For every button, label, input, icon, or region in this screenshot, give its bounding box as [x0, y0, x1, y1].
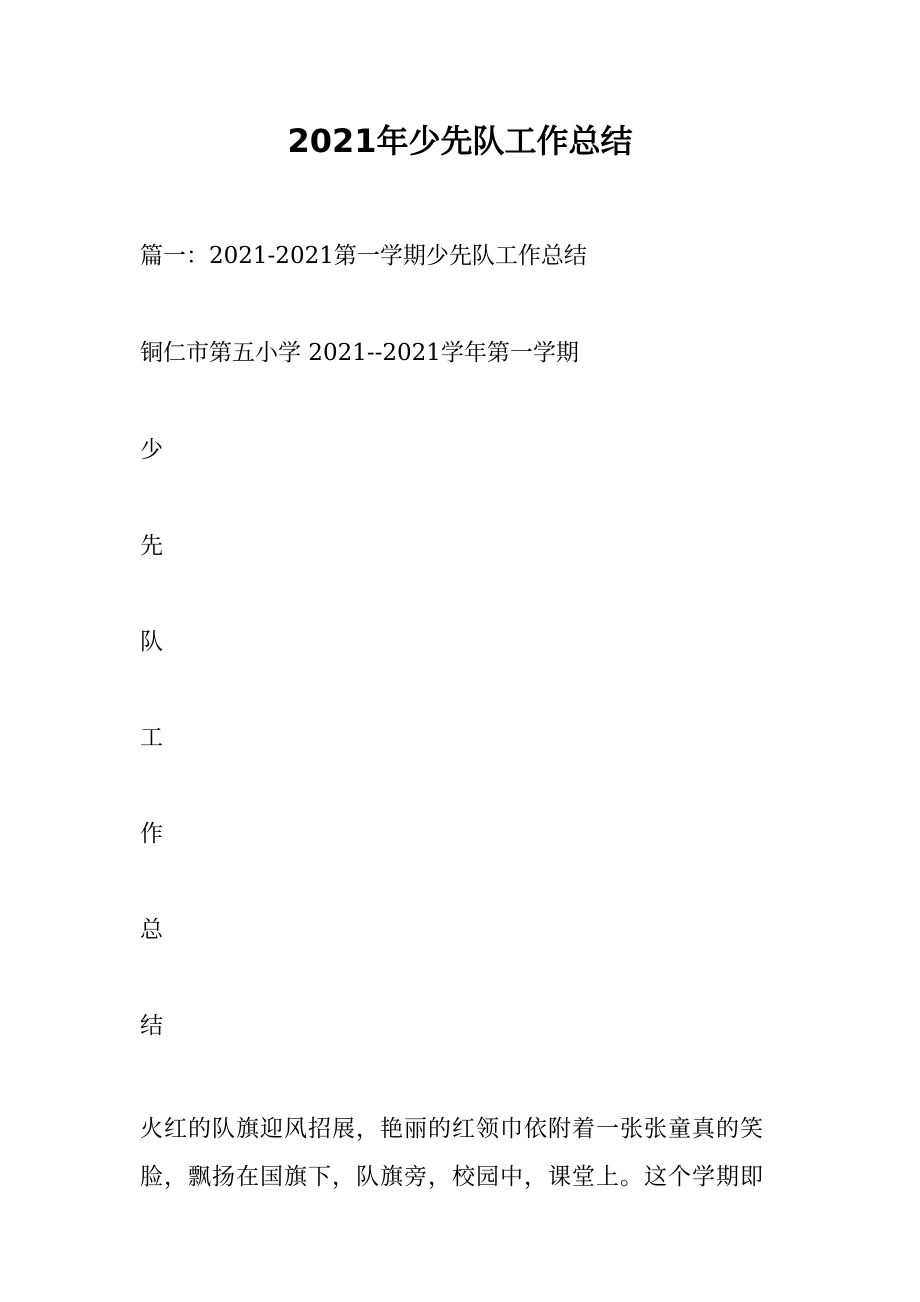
- section-heading: 篇一：2021-2021第一学期少先队工作总结: [140, 243, 587, 269]
- vertical-char: 结: [140, 1013, 163, 1039]
- vertical-char: 少: [140, 437, 163, 463]
- vertical-char: 队: [140, 629, 163, 655]
- vertical-char: 总: [140, 917, 163, 943]
- subheading: 铜仁市第五小学 2021--2021学年第一学期: [140, 340, 579, 366]
- paragraph-line: 火红的队旗迎风招展，艳丽的红领巾依附着一张张童真的笑: [140, 1116, 764, 1142]
- body-paragraph: [140, 1105, 780, 1201]
- paragraph-line: 脸，飘扬在国旗下，队旗旁，校园中，课堂上。这个学期即: [140, 1164, 764, 1190]
- vertical-char: 先: [140, 533, 163, 559]
- document-title: 2021年少先队工作总结: [287, 122, 633, 160]
- vertical-char: 作: [140, 821, 163, 847]
- vertical-char: 工: [140, 725, 163, 751]
